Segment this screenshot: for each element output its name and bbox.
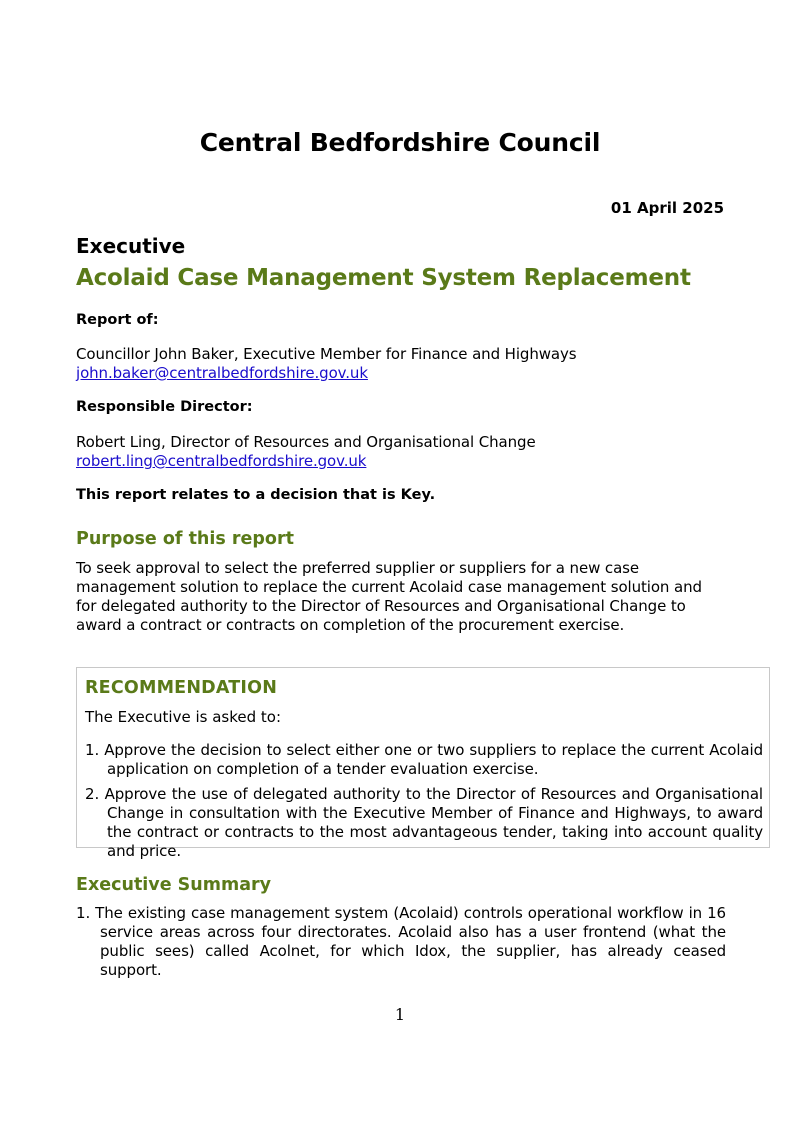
recommendation-heading: RECOMMENDATION [85, 678, 278, 698]
report-of-label: Report of: [76, 312, 159, 328]
committee-name: Executive [76, 234, 186, 258]
responsible-director-email-line [76, 452, 366, 471]
report-date: 01 April 2025 [610, 199, 724, 217]
executive-summary-item: 1. The existing case management system (Acolaid) controls operational workflow in 16 service areas across four directorates. Acolaid also has a user frontend (what the public sees) called Acolnet, for which Idox, the supplier, has already ceased support. [76, 904, 726, 979]
recommendation-item: 2. Approve the use of delegated authority to the Director of Resources and Organisational Change in consultation with the Executive Member of Finance and Highways, to award the contract or contracts to the most advantageous tender, taking into account quality and price. [85, 785, 763, 860]
report-of-email-link[interactable]: john.baker@centralbedfordshire.gov.uk [76, 364, 368, 382]
recommendation-list [85, 741, 763, 867]
executive-summary-heading: Executive Summary [76, 875, 272, 895]
responsible-director-label: Responsible Director: [76, 399, 253, 415]
recommendation-item: 1. Approve the decision to select either one or two suppliers to replace the current Acolaid application on completion of a tender evaluation exercise. [85, 741, 763, 778]
report-of-email-line [76, 364, 368, 383]
responsible-director-email-link[interactable]: robert.ling@centralbedfordshire.gov.uk [76, 452, 367, 470]
council-name: Central Bedfordshire Council [199, 128, 601, 157]
recommendation-intro: The Executive is asked to: [85, 708, 282, 726]
purpose-text: To seek approval to select the preferred supplier or suppliers for a new case management solution to replace the current Acolaid case management solution and for delegated authority to the Director of Resources and Organisational Change to award a contract or contracts on completion of the procurement exercise. [76, 559, 702, 634]
executive-summary-list [76, 904, 726, 980]
page-number: 1 [394, 1005, 406, 1024]
report-title: Acolaid Case Management System Replacement [76, 265, 691, 291]
purpose-heading: Purpose of this report [76, 529, 294, 549]
report-of-name: Councillor John Baker, Executive Member for Finance and Highways [76, 345, 577, 363]
recommendation-box [76, 667, 770, 860]
responsible-director-name: Robert Ling, Director of Resources and Organisational Change [76, 433, 536, 451]
key-decision-note: This report relates to a decision that is Key. [76, 487, 436, 503]
